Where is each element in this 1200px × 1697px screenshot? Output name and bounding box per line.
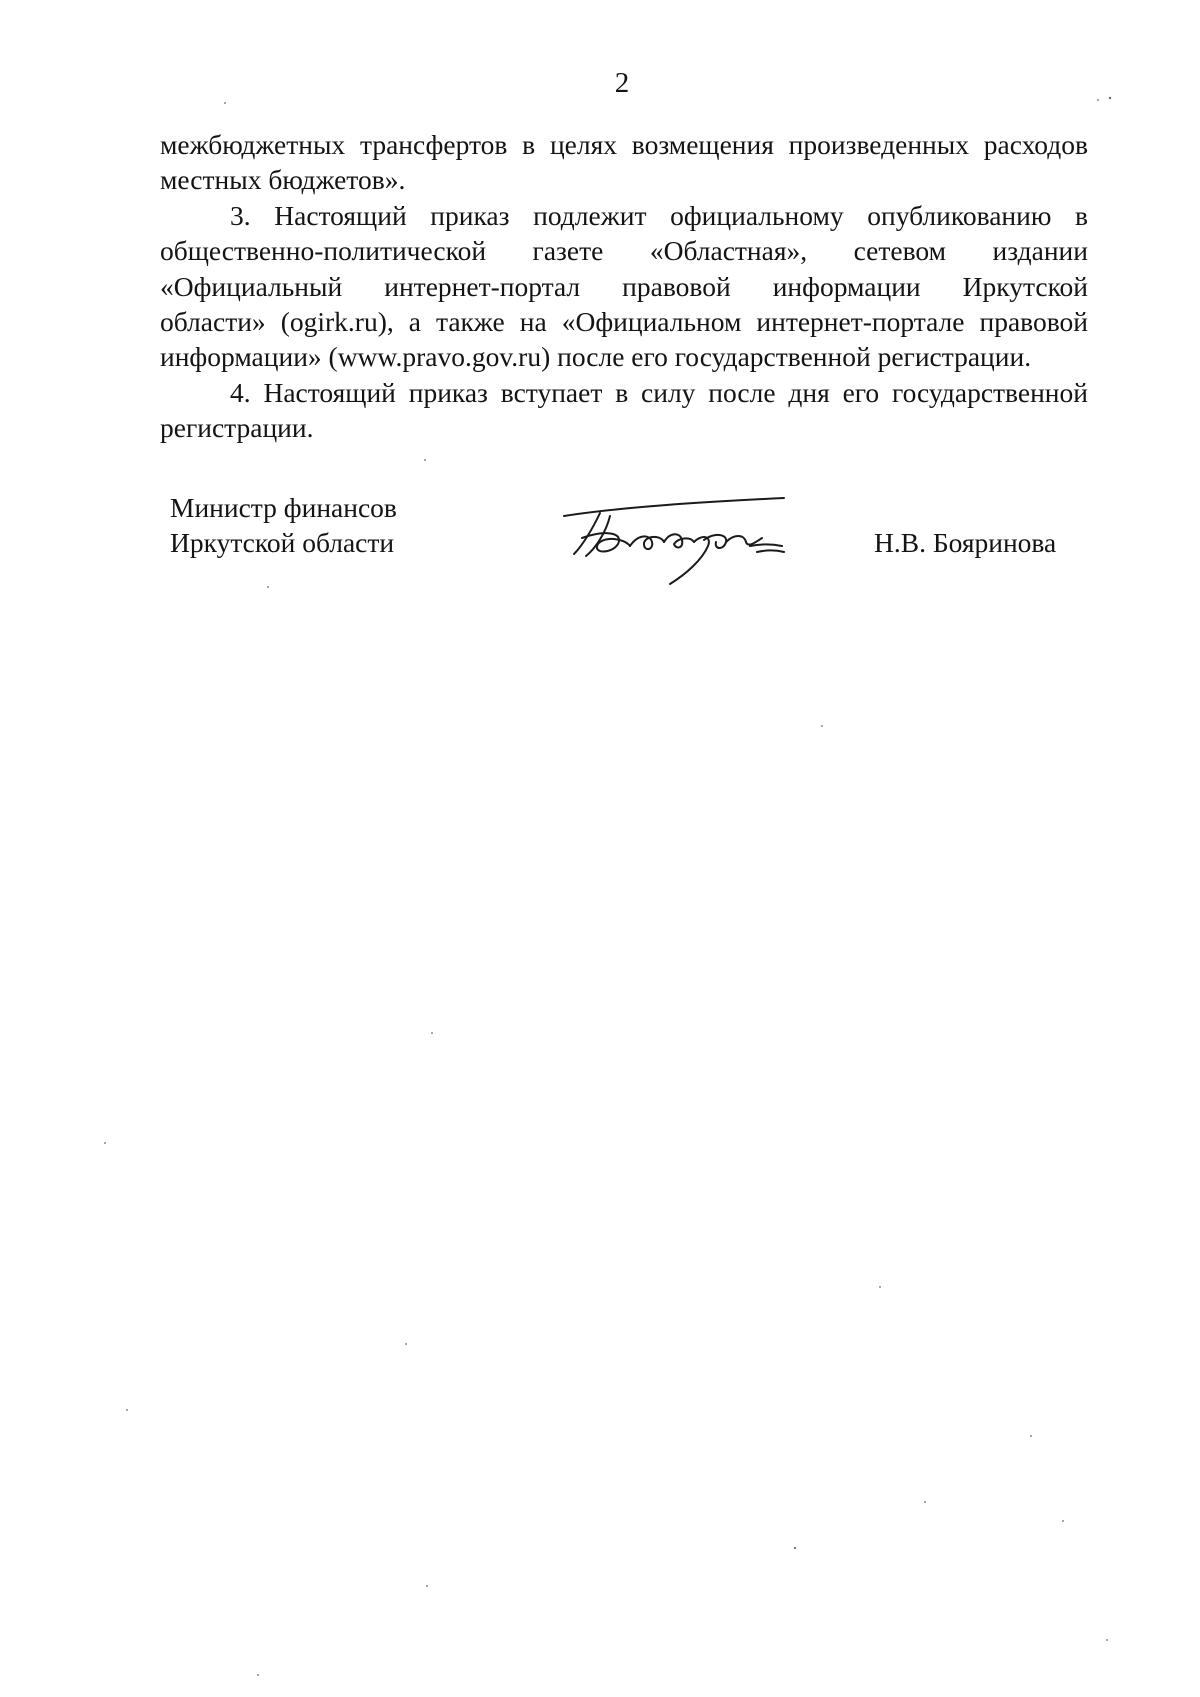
paragraph-line: общественно-политической газете «Областная», сетевом издании xyxy=(160,235,1088,267)
document-body xyxy=(160,127,1088,446)
paragraph-line: 3. Настоящий приказ подлежит официальному опубликованию в xyxy=(230,199,1088,231)
paragraph-line: местных бюджетов». xyxy=(160,164,406,196)
signer-position-line: Иркутской области xyxy=(170,527,395,558)
signer-position xyxy=(170,490,397,560)
signer-position-line: Министр финансов xyxy=(170,492,397,523)
page-number: 2 xyxy=(614,67,630,99)
paragraph-4 xyxy=(160,375,1088,446)
paragraph-2-continuation xyxy=(160,127,1088,198)
signature-block xyxy=(0,490,1200,610)
handwritten-signature xyxy=(552,480,802,590)
paragraph-3 xyxy=(160,198,1088,375)
paragraph-line: области» (ogirk.ru), а также на «Официальном интернет-портале правовой xyxy=(160,305,1088,337)
paragraph-line: «Официальный интернет-портал правовой информации Иркутской xyxy=(160,270,1088,302)
signer-name: Н.В. Бояринова xyxy=(874,527,1057,558)
paragraph-line: межбюджетных трансфертов в целях возмещения произведенных расходов xyxy=(160,129,1088,160)
paragraph-line: информации» (www.pravo.gov.ru) после его государственной регистрации. xyxy=(160,341,1032,373)
paragraph-line: регистрации. xyxy=(160,412,314,444)
paragraph-line: 4. Настоящий приказ вступает в силу после дня его государственной xyxy=(230,376,1088,408)
